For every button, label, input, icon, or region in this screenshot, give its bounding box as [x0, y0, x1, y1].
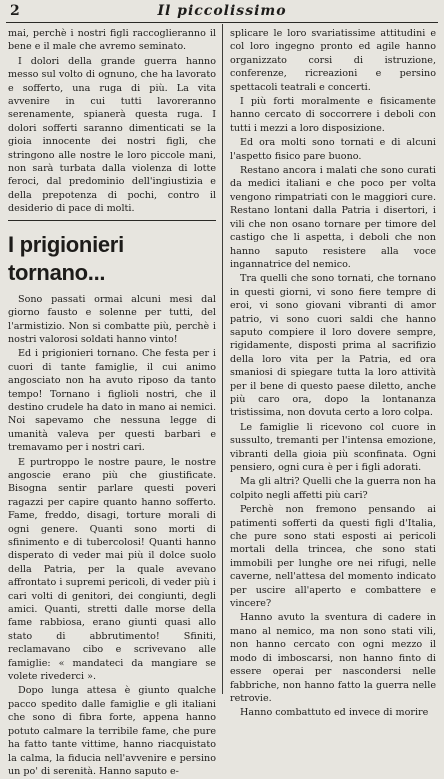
- article-paragraph: Hanno combattuto ed invece di morire: [240, 707, 429, 719]
- article-paragraph: Restano ancora i malati che sono curati da medici italiani e che poco per volta vengono rimpatriati con le maggiori cure. Restano lontani dalla Patria i disertori, i vili che non osano tornare per timore del castigo che li aspetta, i deboli che non hanno saputo resistere alla voce ingannatrice del nemico.: [230, 165, 436, 270]
- publication-title: Il piccolissimo: [157, 3, 287, 19]
- article-paragraph: Ma gli altri? Quelli che la guerra non ha colpito negli affetti più cari?: [230, 476, 436, 501]
- article-headline: I prigionieri tornano...: [8, 231, 124, 285]
- section-separator: [8, 220, 216, 221]
- article-paragraph: Le famiglie li ricevono col cuore in sussulto, tremanti per l'intensa emozione, vibranti della gioia più sconfinata. Ogni pensiero, ogni cura è per i figli adorati.: [230, 421, 436, 473]
- column-divider: [222, 24, 223, 694]
- article-paragraph: Perchè non fremono pensando ai patimenti sofferti da questi figli d'Italia, che pure sono stati esposti ai pericoli mortali della trincea, che sono stati immobili per lunghe ore nei rifugi, nelle caverne, nell'attesa del momento indicato per uscire all'aperto e combattere e vincere?: [230, 504, 436, 610]
- continued-paragraph: I dolori della grande guerra hanno messo sul volto di ognuno, che ha lavorato e sofferto, una ruga di più. La vita avvenire in cui tutti lavoreranno serenamente, spianerà questa ruga. I dolori sofferti saranno dimenticati se la gioia innocente dei nostri figli, che stringono alle nostre le loro piccole mani, non sarà turbata dalla violenza di lotte feroci, dal predominio dell'ingiustizia e della prepotenza di pochi, contro il desiderio di pace di molti.: [8, 55, 216, 215]
- article-paragraph: Sono passati ormai alcuni mesi dal giorno fausto e solenne per tutti, del l'armistizio. Non si combatte più, perchè i nostri valorosi soldati hanno vinto!: [8, 293, 216, 345]
- left-column: [8, 27, 216, 779]
- article-paragraph: I più forti moralmente e fisicamente hanno cercato di soccorrere i deboli con tutti i mezzi a loro disposizione.: [230, 96, 436, 134]
- continued-paragraph: mai, perchè i nostri figli raccoglieranno il bene e il male che avremo seminato.: [8, 28, 216, 53]
- article-paragraph: Ed ora molti sono tornati e di alcuni l'aspetto fisico pare buono.: [230, 137, 436, 162]
- article-paragraph: Ed i prigionieri tornano. Che festa per i cuori di tante famiglie, il cui animo angosciato non ha avuto riposo da tanto tempo! Tornano i figlioli nostri, che il destino crudele ha dato in mano ai nemici. Noi sapevamo che nessuna legge di umanità valeva per questi barbari e tremavamo per i nostri cari.: [8, 348, 216, 454]
- article-paragraph: splicare le loro svariatissime attitudini e col loro ingegno pronto ed agile hanno organizzato corsi di istruzione, conferenze, ricreazioni e persino spettacoli teatrali e concerti.: [230, 28, 436, 93]
- article-paragraph: Dopo lunga attesa è giunto qualche pacco spedito dalle famiglie e gli italiani che sono di fibra forte, appena hanno potuto calmare la terribile fame, che pure ha fatto tante vittime, hanno riacquistato la calma, la fiducia nell'avvenire e persino un po' di serenità. Hanno saputo e-: [8, 685, 216, 777]
- page-number: 2: [10, 3, 20, 19]
- header-rule: [6, 22, 438, 23]
- right-column: [230, 27, 436, 721]
- page-header: [6, 3, 438, 23]
- article-paragraph: Hanno avuto la sventura di cadere in mano al nemico, ma non sono stati vili, non hanno cercato con ogni mezzo il modo di imboscarsi, non hanno finto di essere operai per nascondersi nelle fabbriche, non hanno fatto la guerra nelle retrovie.: [230, 612, 436, 704]
- article-paragraph: E purtroppo le nostre paure, le nostre angoscie erano più che giustificate. Bisogna sentir parlare questi poveri ragazzi per capire quanto hanno sofferto. Fame, freddo, disagi, torture morali di ogni genere. Quanti sono morti di sfinimento e di tubercolosi! Quanti hanno disperato di veder mai più il dolce suolo della Patria, per la quale avevano affrontato i supremi pericoli, di veder più i cari volti di genitori, dei congiunti, degli amici. Quanti, stretti dalle morse della fame rabbiosa, erano giunti quasi allo stato di abbrutimento! Sfiniti, reclamavano cibo e scrivevano alle famiglie: « mandateci da mangiare se volete rivederci ».: [8, 456, 216, 683]
- article-paragraph: Tra quelli che sono tornati, che tornano in questi giorni, vi sono fiere tempre di eroi, vi sono giovani vibranti di amor patrio, vi sono cuori saldi che hanno saputo compiere il loro dovere sempre, rigidamente, disposti prima al sacrifizio della loro vita per la Patria, ed ora smaniosi di spiegare tutta la loro attività per il bene di questo paese diletto, anche più caro ora, dopo la lontananza tristissima, non dovuta certo a loro colpa.: [230, 273, 436, 419]
